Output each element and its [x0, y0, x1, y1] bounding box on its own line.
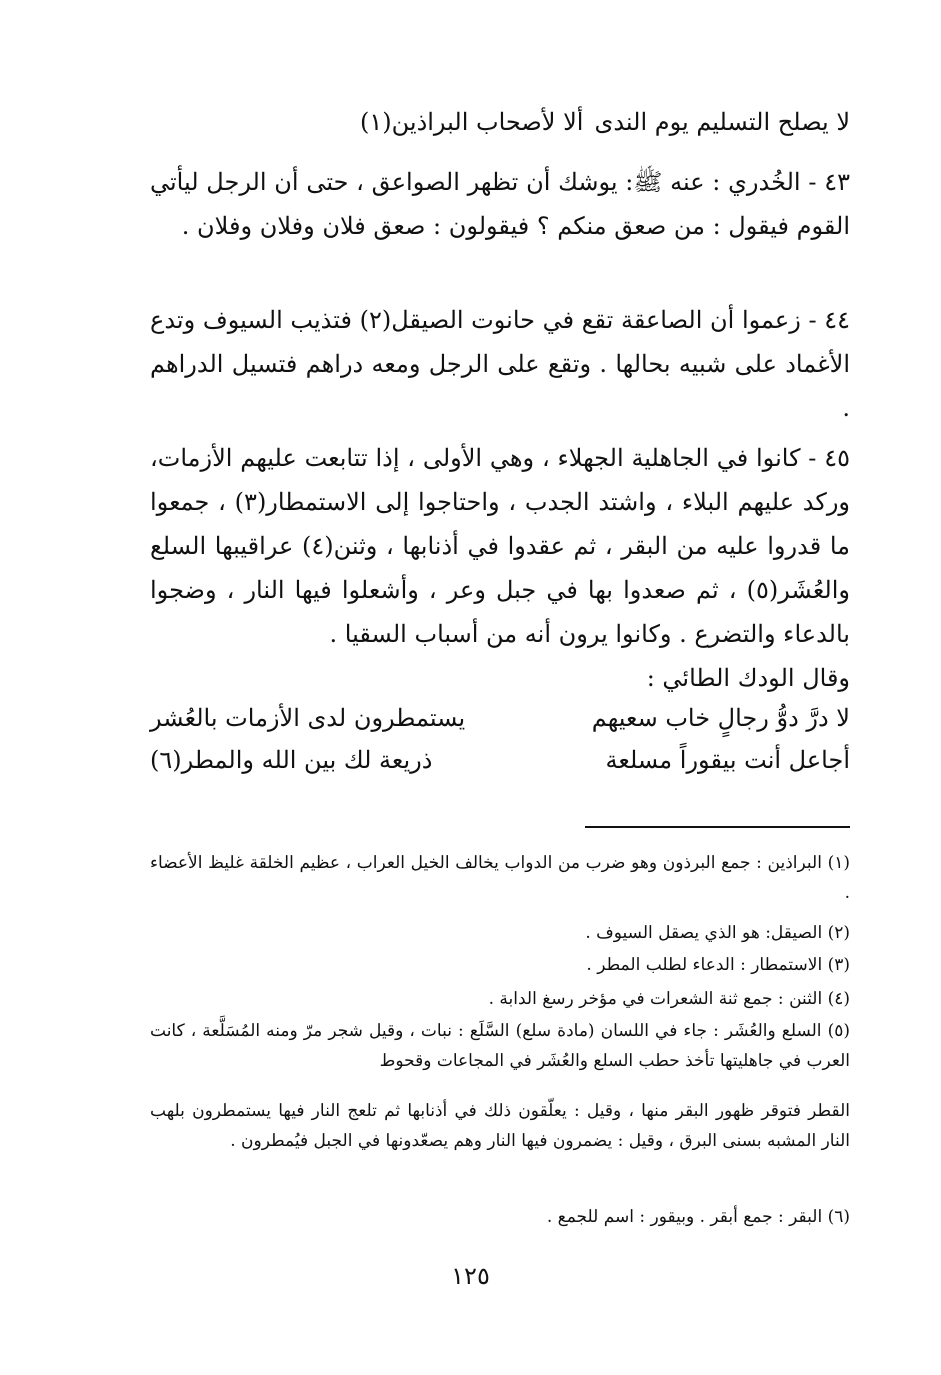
- verse-hemistich-left: ذريعة لك بين الله والمطر(٦): [150, 746, 433, 774]
- footnote-5-part-2: القطر فتوقر ظهور البقر منها ، وقيل : يعلّقون ذلك في أذنابها ثم تلعج النار فيها يستمطرون بلهب النار المشبه بسنى البرق ، وقيل : يضمرون فيها النار وهم يصعّدونها في الجبل فيُمطرون .: [150, 1101, 850, 1151]
- footnote-4: (٤) الثنن : جمع ثنة الشعرات في مؤخر رسغ الدابة .: [488, 989, 850, 1009]
- verse-hemistich-right: أجاعل أنت بيقوراً مسلعة: [605, 746, 850, 774]
- verse-hemistich-left: ألا لأصحاب البراذين(١): [360, 108, 584, 136]
- paragraph-43: ٤٣ - الخُدري : عنه ﷺ: يوشك أن تظهر الصواعق ، حتى أن الرجل ليأتي القوم فيقول : من صعق منكم ؟ فيقولون : صعق فلان وفلان وفلان .: [150, 168, 850, 240]
- footnote-6: (٦) البقر : جمع أبقر . وبيقور : اسم للجمع .: [546, 1207, 850, 1227]
- verse-hemistich-right: لا يصلح التسليم يوم الندى: [594, 108, 850, 136]
- page-number: ١٢٥: [451, 1262, 490, 1290]
- verse-hemistich-right: لا درَّ دوُّ رجالٍ خاب سعيهم: [591, 704, 850, 732]
- paragraph-45: ٤٥ - كانوا في الجاهلية الجهلاء ، وهي الأولى ، إذا تتابعت عليهم الأزمات، وركد عليهم البلاء ، واشتد الجدب ، واحتاجوا إلى الاستمطار(٣) ، جمعوا ما قدروا عليه من البقر ، ثم عقدوا في أذنابها ، وثنن(٤) عراقيبها السلع والعُشَر(٥) ، ثم صعدوا بها في جبل وعر ، وأشعلوا فيها النار ، وضجوا بالدعاء والتضرع . وكانوا يرون أنه من أسباب السقيا .: [150, 444, 850, 648]
- verse-hemistich-left: يستمطرون لدى الأزمات بالعُشر: [150, 704, 466, 732]
- verse-line: [150, 704, 850, 744]
- footnote-2: (٢) الصيقل: هو الذي يصقل السيوف .: [585, 923, 850, 943]
- footnote-divider: [585, 826, 850, 828]
- verse-line: [150, 108, 850, 148]
- footnote-5-part-1: (٥) السلع والعُشَر : جاء في اللسان (مادة سلع) السَّلَع : نبات ، وقيل شجر مرّ ومنه المُسَلَّعة ، كانت العرب في جاهليتها تأخذ حطب السلع والعُشَر في المجاعات وقحوط: [150, 1021, 850, 1071]
- verse-line: [150, 746, 850, 786]
- paragraph-44: ٤٤ - زعموا أن الصاعقة تقع في حانوت الصيقل(٢) فتذيب السيوف وتدع الأغماد على شبيه بحالها . وتقع على الرجل ومعه دراهم فتسيل الدراهم .: [150, 306, 851, 422]
- footnote-1: (١) البراذين : جمع البرذون وهو ضرب من الدواب يخالف الخيل العراب ، عظيم الخلقة غليظ الأعضاء .: [150, 853, 850, 903]
- footnote-3: (٣) الاستمطار : الدعاء لطلب المطر .: [586, 955, 850, 975]
- paragraph-45-verse-intro: وقال الودك الطائي :: [646, 664, 850, 692]
